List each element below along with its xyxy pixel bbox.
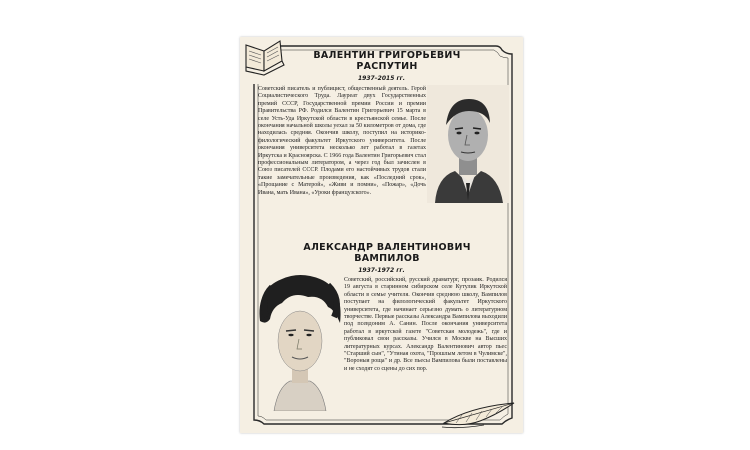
person2-years: 1937-1972 гг. <box>358 267 405 274</box>
quill-feather-icon <box>440 401 518 431</box>
person2-portrait <box>252 269 348 411</box>
person1-portrait <box>427 85 509 203</box>
person1-name-line1: ВАЛЕНТИН ГРИГОРЬЕВИЧ <box>313 50 461 61</box>
person2-bio: Советский, российский, русский драматург, прозаик. Родился 19 августа в старинном сибирском селе Кутулик Иркутской области в семье учителя. Окончив среднюю школу, Вампилов поступает на филологический факультет Иркутского университета, где начинает серьезно думать о литературном творчестве. Первые рассказы Александра Вампилова выходили под псевдоним А. Санин. После окончания университета работал в иркутской газете "Советская молодежь", где и публиковал свои рассказы. Учился в Москве на Высших литературных курсах. Александр Валентинович автор пьес "Старший сын", "Утиная охота, "Прошлым летом в Чулимске", "Вороныя роща" и др. Все пьесы Вампилова были поставлены и не сходят со сцены до сих пор. <box>344 277 507 372</box>
person2-name-line2: ВАМПИЛОВ <box>354 253 420 264</box>
person2-name <box>280 242 494 264</box>
person1-bio: Советский писатель и публицист, общественный деятель. Герой Социалистического Труда. Лауреат двух Государственных премий СССР, Государственной премии России и премии Правительства РФ. Родился Валентин Григорьевич 15 марта в селе Усть-Уда Иркутской области в крестьянской семье. После окончания начальной школы уехал за 50 километров от дома, где находилась средняя. Окончив школу, поступил на историко-филологический факультет Иркутского университета. После окончания университета несколько лет работал в газетах Иркутска и Красноярска. С 1966 года Валентин Григорьевич стал профессиональным литератором, а через год был зачислен в Союз писателей СССР. Плодами его настойчивых трудов стали такие замечательные произведения, как «Последний срок», «Прощание с Матерой», «Живи и помни», «Пожар», «Дочь Ивана, мать Ивана», «Уроки французского». <box>258 86 426 196</box>
poster <box>240 37 523 433</box>
person2-name-line1: АЛЕКСАНДР ВАЛЕНТИНОВИЧ <box>303 242 471 253</box>
person1-name-line2: РАСПУТИН <box>356 61 418 72</box>
person1-years: 1937–2015 гг. <box>357 75 406 82</box>
person1-name <box>280 50 494 72</box>
